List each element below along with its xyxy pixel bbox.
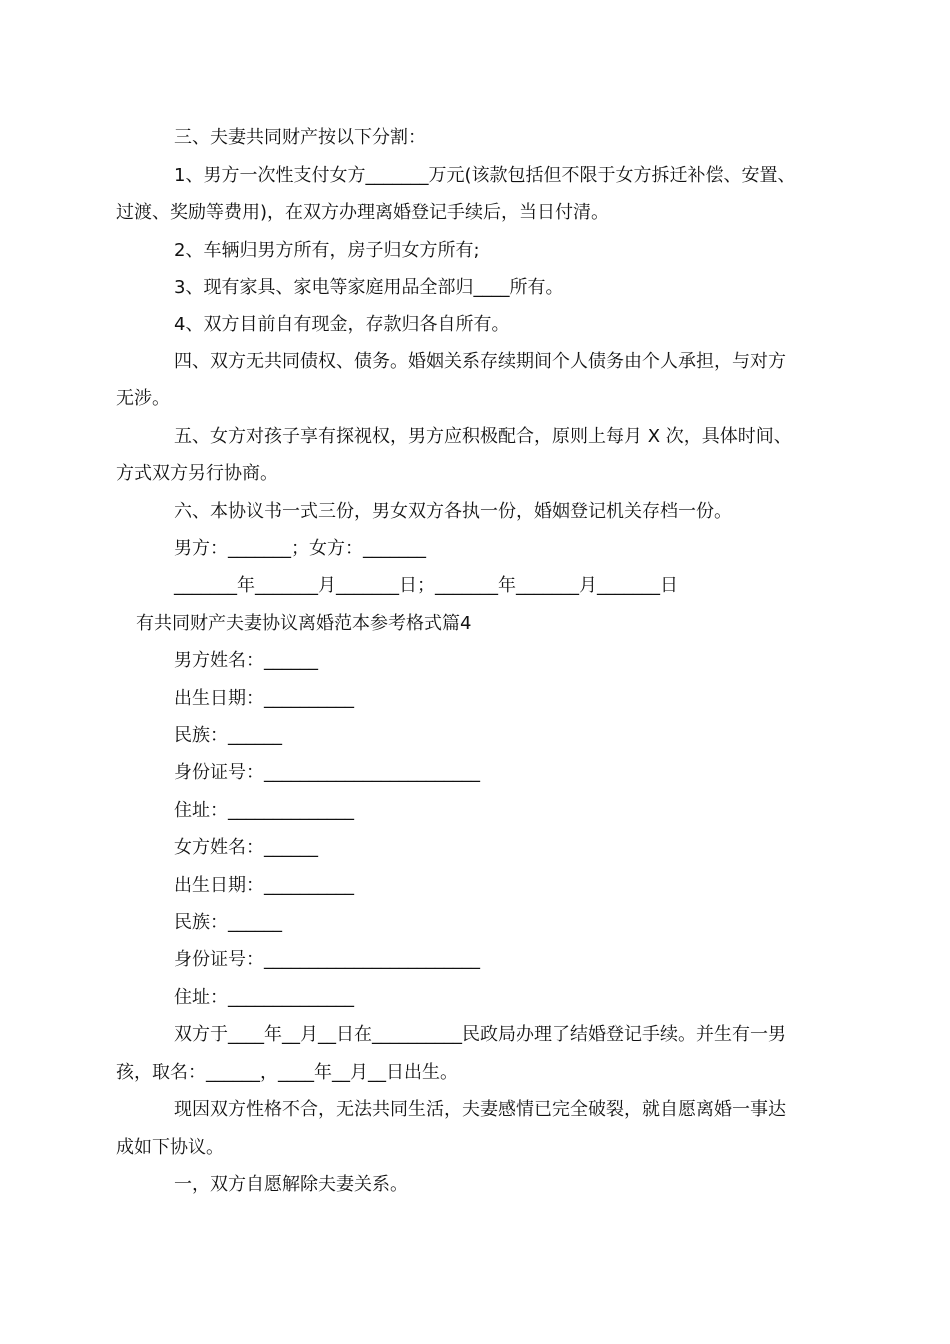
husband-birth-date-field: 出生日期：__________	[174, 688, 354, 709]
clause-3-2: 2、车辆归男方所有，房子归女方所有;	[174, 240, 480, 261]
marriage-registration-line-1: 双方于____年__月__日在__________民政局办理了结婚登记手续。并生有一男	[174, 1024, 786, 1045]
section-six: 六、本协议书一式三份，男女双方各执一份，婚姻登记机关存档一份。	[174, 501, 732, 522]
clause-3-1-line-2: 过渡、奖励等费用)，在双方办理离婚登记手续后，当日付清。	[116, 202, 610, 223]
date-line: _______年_______月_______日；_______年_______月_______日	[174, 575, 678, 596]
divorce-reason-line-2: 成如下协议。	[116, 1137, 224, 1158]
husband-ethnicity-field: 民族：______	[174, 725, 282, 746]
template-4-title: 有共同财产夫妻协议离婚范本参考格式篇4	[136, 613, 472, 634]
clause-3-4: 4、双方目前自有现金，存款归各自所有。	[174, 314, 510, 335]
section-four-line-1: 四、双方无共同债权、债务。婚姻关系存续期间个人债务由个人承担，与对方	[174, 351, 786, 372]
divorce-reason-line-1: 现因双方性格不合，无法共同生活，夫妻感情已完全破裂，就自愿离婚一事达	[174, 1099, 786, 1120]
section-three-heading: 三、夫妻共同财产按以下分割：	[174, 127, 426, 148]
clause-one: 一，双方自愿解除夫妻关系。	[174, 1174, 408, 1195]
wife-name-field: 女方姓名：______	[174, 837, 318, 858]
clause-3-3: 3、现有家具、家电等家庭用品全部归____所有。	[174, 277, 564, 298]
wife-ethnicity-field: 民族：______	[174, 912, 282, 933]
signature-line: 男方：_______；女方：_______	[174, 538, 426, 559]
section-five-line-2: 方式双方另行协商。	[116, 463, 278, 484]
section-five-line-1: 五、女方对孩子享有探视权，男方应积极配合，原则上每月 X 次，具体时间、	[174, 426, 792, 447]
clause-3-1-line-1: 1、男方一次性支付女方_______万元(该款包括但不限于女方拆迁补偿、安置、	[174, 165, 796, 186]
marriage-registration-line-2: 孩，取名：______，____年__月__日出生。	[116, 1062, 458, 1083]
husband-id-number-field: 身份证号：________________________	[174, 762, 480, 783]
wife-address-field: 住址：______________	[174, 987, 354, 1008]
wife-birth-date-field: 出生日期：__________	[174, 875, 354, 896]
wife-id-number-field: 身份证号：________________________	[174, 949, 480, 970]
husband-name-field: 男方姓名：______	[174, 650, 318, 671]
husband-address-field: 住址：______________	[174, 800, 354, 821]
section-four-line-2: 无涉。	[116, 388, 170, 409]
